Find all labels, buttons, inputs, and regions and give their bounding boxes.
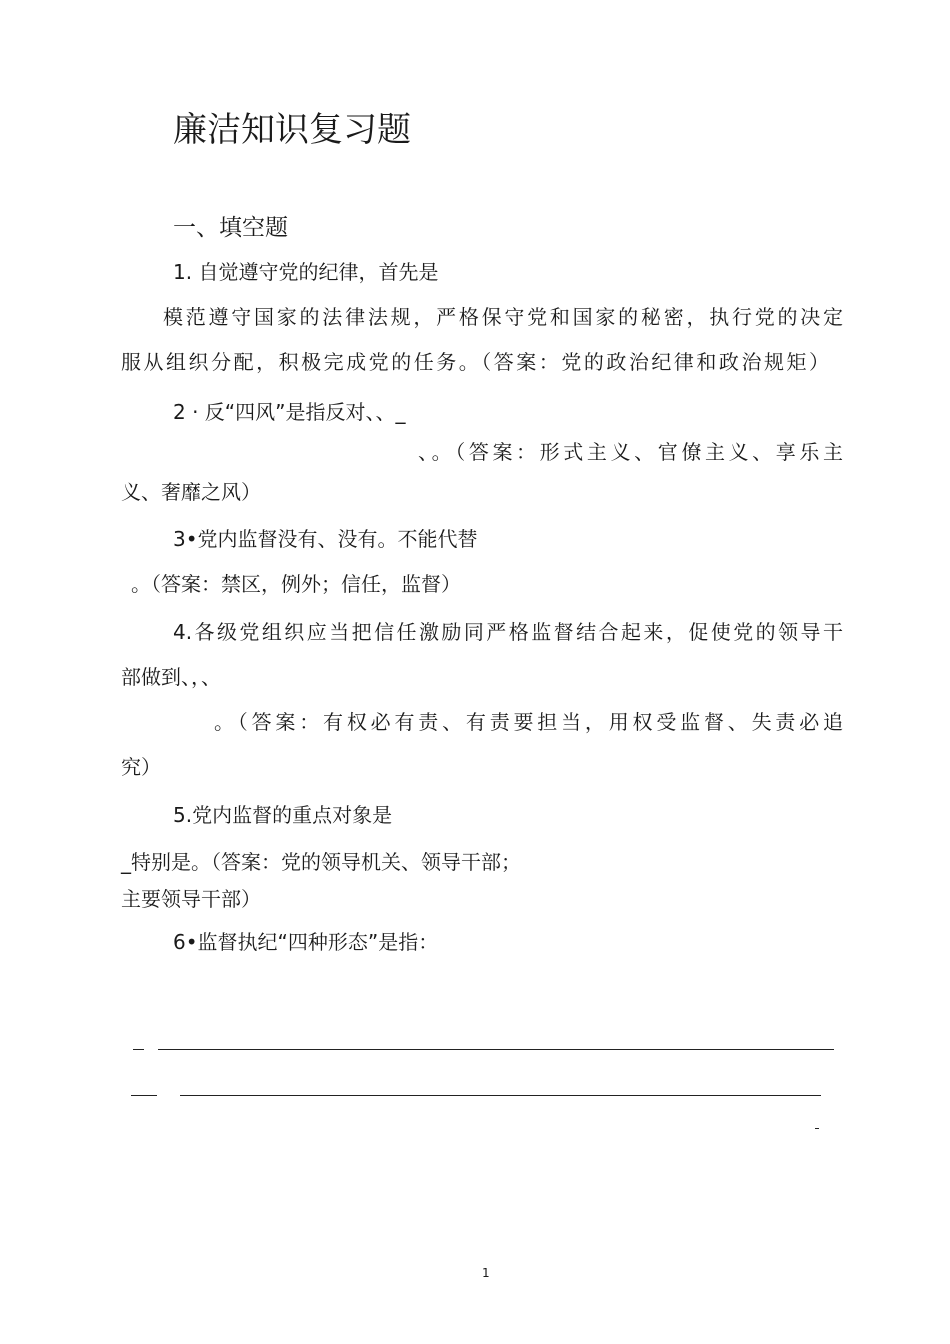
question-1-line-3: 服从组织分配，积极完成党的任务。（答案：党的政治纪律和政治规矩） (121, 350, 829, 374)
answer-blank-2b (180, 1095, 821, 1096)
question-4-line-1: 4.各级党组织应当把信任激励同严格监督结合起来，促使党的领导干 (173, 620, 843, 644)
question-3-line-1: 3•党内监督没有、没有。不能代替 (173, 527, 478, 551)
question-4-line-4: 究） (121, 755, 161, 779)
question-2-line-1: 2 · 反“四风”是指反对、、_ (173, 400, 406, 424)
question-1-line-1: 1. 自觉遵守党的纪律，首先是 (173, 260, 439, 284)
question-5-line-3: 主要领导干部） (121, 887, 261, 911)
answer-blank-2a (131, 1095, 157, 1096)
answer-blank-1a (133, 1049, 144, 1050)
answer-blank-3 (815, 1128, 819, 1129)
question-5-line-2: _特别是。（答案：党的领导机关、领导干部； (121, 850, 521, 874)
question-1-line-2: 模范遵守国家的法律法规，严格保守党和国家的秘密，执行党的决定 (163, 305, 843, 329)
question-6-line-1: 6•监督执纪“四种形态”是指： (173, 930, 439, 954)
question-4-line-2: 部做到、，、 (121, 665, 221, 689)
answer-blank-1b (158, 1049, 834, 1050)
question-4-line-3: 。（答案：有权必有责、有责要担当，用权受监督、失责必追 (214, 710, 843, 734)
page-number: 1 (482, 1266, 490, 1280)
question-5-line-1: 5.党内监督的重点对象是 (173, 803, 393, 827)
section-title: 一、填空题 (173, 215, 288, 241)
question-3-line-2: 。（答案：禁区，例外；信任，监督） (131, 572, 461, 596)
page-title: 廉洁知识复习题 (173, 110, 411, 150)
question-2-line-3: 义、奢靡之风） (121, 480, 261, 504)
question-2-line-2: 、。（答案：形式主义、官僚主义、享乐主 (418, 440, 843, 464)
